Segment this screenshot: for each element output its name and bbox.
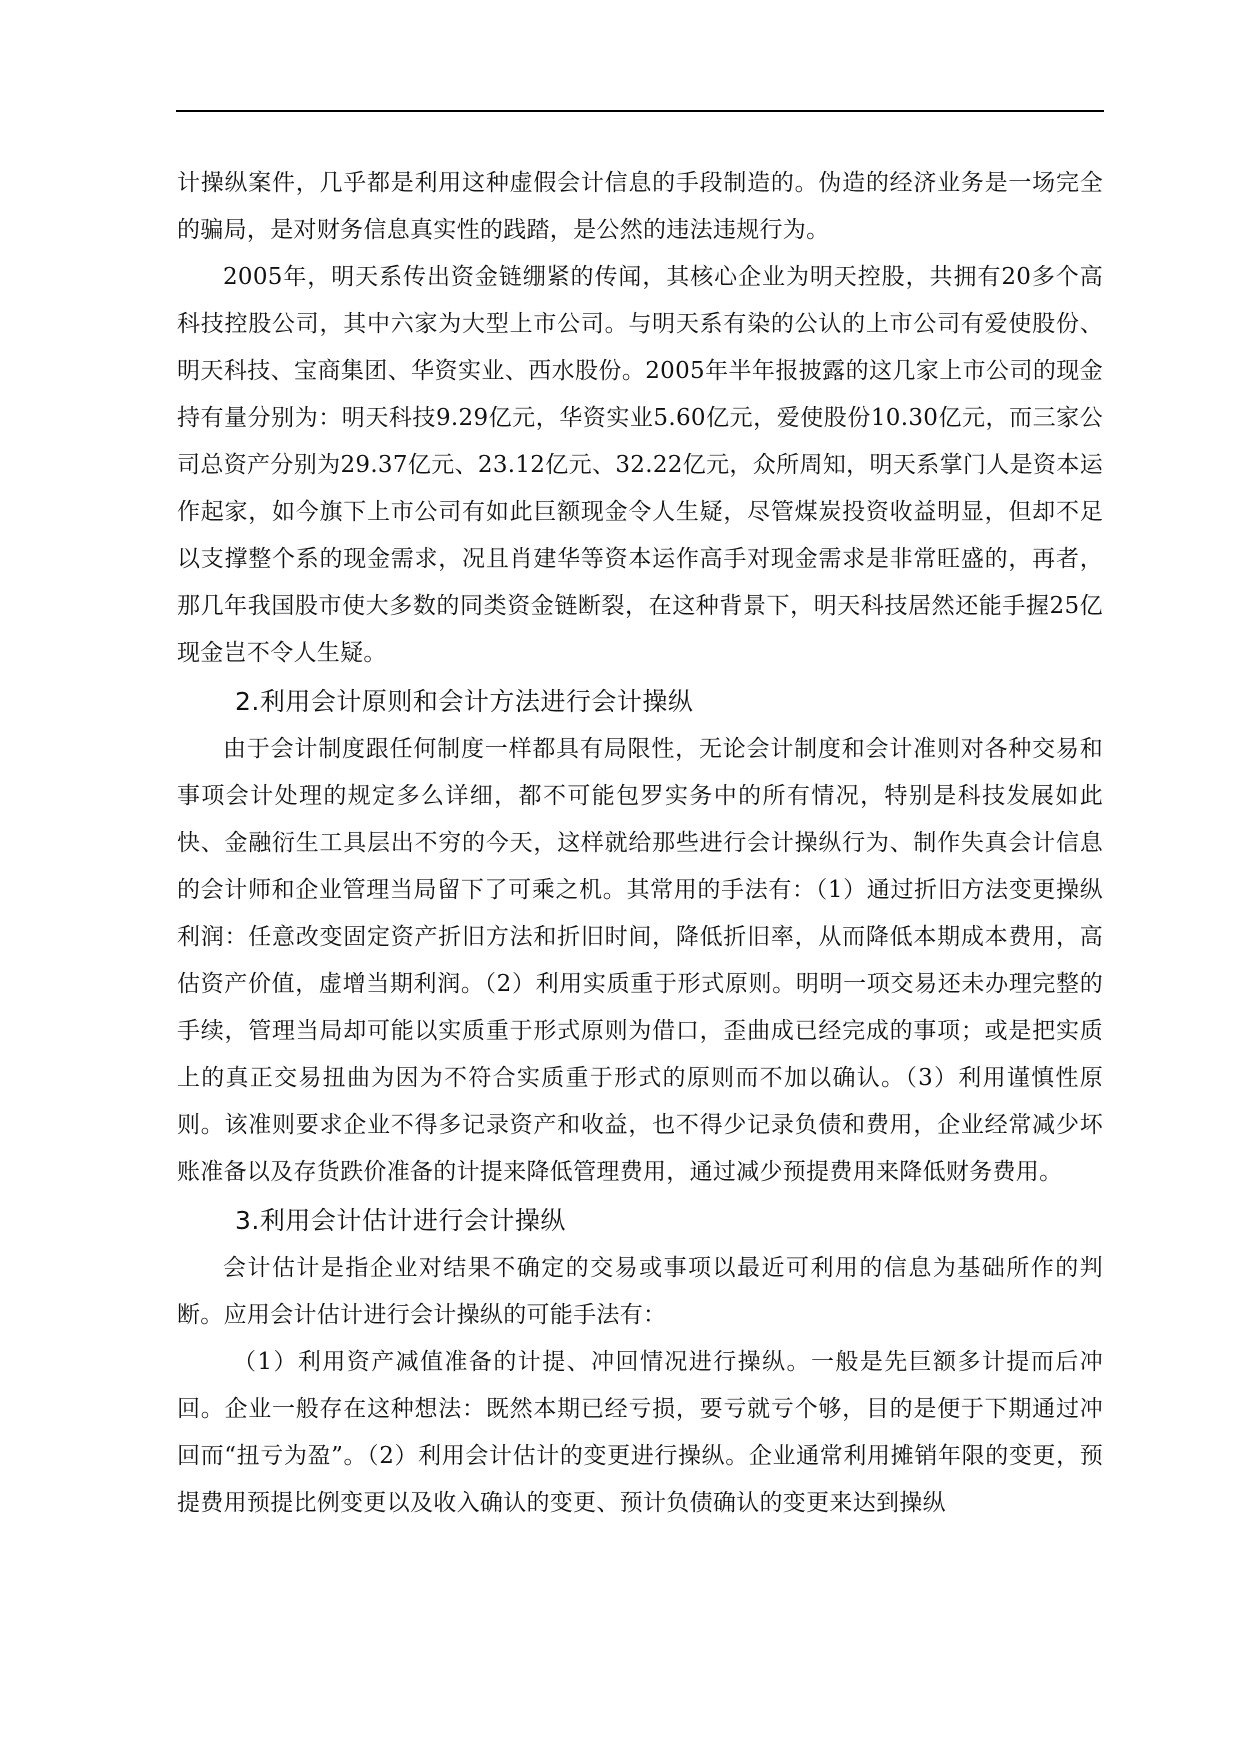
header-rule [176,110,1104,112]
paragraph-mingtian-case: 2005年，明天系传出资金链绷紧的传闻，其核心企业为明天控股，共拥有20多个高科技控股公司，其中六家为大型上市公司。与明天系有染的公认的上市公司有爱使股份、明天科技、宝商集团、华资实业、西水股份。2005年半年报披露的这几家上市公司的现金持有量分别为：明天科技9.29亿元，华资实业5.60亿元，爱使股份10.30亿元，而三家公司总资产分别为29.37亿元、23.12亿元、32.22亿元，众所周知，明天系掌门人是资本运作起家，如今旗下上市公司有如此巨额现金令人生疑，尽管煤炭投资收益明显，但却不足以支撑整个系的现金需求，况且肖建华等资本运作高手对现金需求是非常旺盛的，再者，那几年我国股市使大多数的同类资金链断裂，在这种背景下，明天科技居然还能手握25亿现金岂不令人生疑。 [177,264,1103,666]
paragraph-continuation: 计操纵案件，几乎都是利用这种虚假会计信息的手段制造的。伪造的经济业务是一场完全的骗局，是对财务信息真实性的践踏，是公然的违法违规行为。 [177,170,1103,243]
paragraph-impairment-methods: （1）利用资产减值准备的计提、冲回情况进行操纵。一般是先巨额多计提而后冲回。企业一般存在这种想法：既然本期已经亏损，要亏就亏个够，目的是便于下期通过冲回而“扭亏为盈”。（2）利用会计估计的变更进行操纵。企业通常利用摊销年限的变更，预提费用预提比例变更以及收入确认的变更、预计负债确认的变更来达到操纵 [177,1349,1103,1516]
paragraph-accounting-principles: 由于会计制度跟任何制度一样都具有局限性，无论会计制度和会计准则对各种交易和事项会计处理的规定多么详细，都不可能包罗实务中的所有情况，特别是科技发展如此快、金融衍生工具层出不穷的今天，这样就给那些进行会计操纵行为、制作失真会计信息的会计师和企业管理当局留下了可乘之机。其常用的手法有：（1）通过折旧方法变更操纵利润：任意改变固定资产折旧方法和折旧时间，降低折旧率，从而降低本期成本费用，高估资产价值，虚增当期利润。（2）利用实质重于形式原则。明明一项交易还未办理完整的手续，管理当局却可能以实质重于形式原则为借口，歪曲成已经完成的事项；或是把实质上的真正交易扭曲为因为不符合实质重于形式的原则而不加以确认。（3）利用谨慎性原则。该准则要求企业不得多记录资产和收益，也不得少记录负债和费用，企业经常减少坏账准备以及存货跌价准备的计提来降低管理费用，通过减少预提费用来降低财务费用。 [177,736,1103,1185]
document-body [177,160,1103,1527]
section-heading-2: 2.利用会计原则和会计方法进行会计操纵 [235,687,694,716]
paragraph-accounting-estimates: 会计估计是指企业对结果不确定的交易或事项以最近可利用的信息为基础所作的判断。应用会计估计进行会计操纵的可能手法有： [177,1255,1103,1328]
section-heading-3: 3.利用会计估计进行会计操纵 [235,1206,566,1235]
